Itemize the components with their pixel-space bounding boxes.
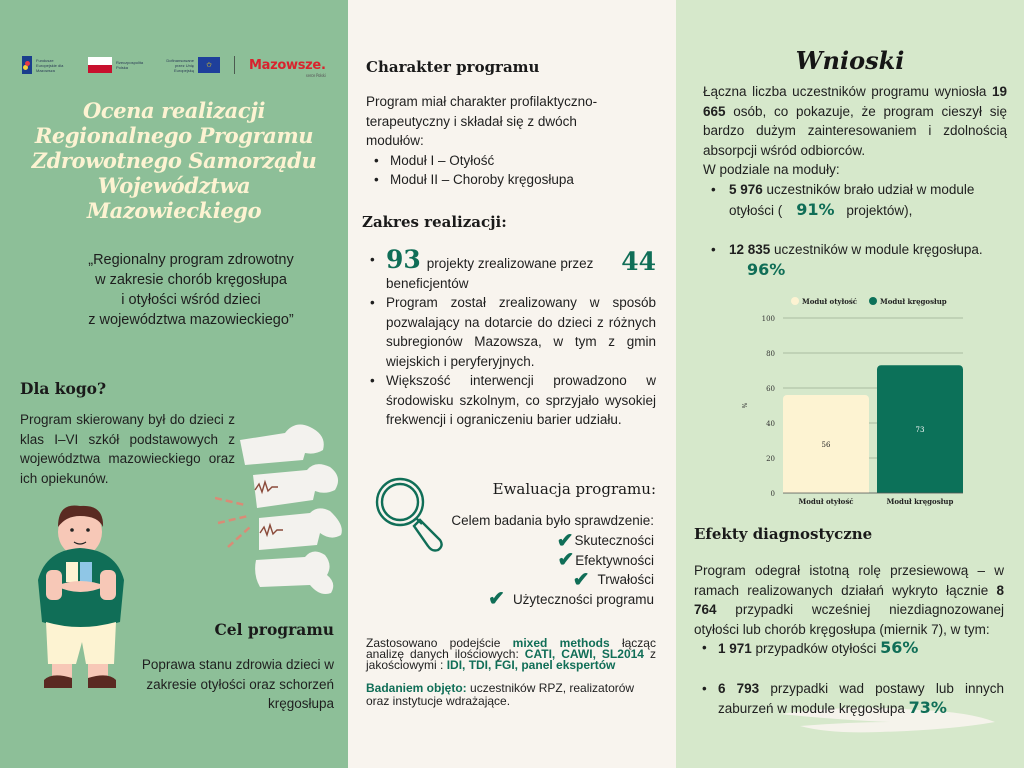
mazowsze-logo: Mazowsze. serce Polski [249, 57, 326, 78]
y-tick-label: 20 [766, 455, 775, 463]
fe-emblem-icon [22, 56, 32, 74]
badaniem-text: Badaniem objęto: uczestników RPZ, realizatorów oraz instytucje wdrażające. [366, 681, 635, 708]
ewaluacja-intro: Celem badania było sprawdzenie: [451, 513, 654, 528]
main-title: Ocena realizacji Regionalnego Programu Zdrowotnego Samorządu Województwa Mazowieckiego [31, 98, 317, 223]
list-item: • Moduł II – Choroby kręgosłupa [366, 170, 656, 190]
bar-base-1 [783, 489, 869, 493]
list-item: ✔ Skuteczności [556, 529, 654, 552]
ewaluacja-list [488, 531, 654, 609]
eu-logo: Dofinansowane przez Unię Europejską ✩ [158, 57, 220, 73]
list-item: • 1 971 przypadków otyłości 56% [694, 638, 1004, 659]
charakter-heading: Charakter programu [366, 58, 540, 76]
child-illustration [28, 502, 133, 692]
efekty-list [694, 638, 1004, 719]
percent-badge: 73% [908, 698, 947, 717]
list-item: • 12 835 uczestników w module kręgosłupa. 96% [703, 240, 1007, 279]
list-item: • 93 projekty zrealizowane przez 44 beneficjentów [366, 250, 656, 293]
efekty-heading: Efekty diagnostyczne [694, 525, 873, 543]
list-item: • Program został zrealizowany w sposób pozwalający na dotarcie do dzieci z różnych subregionów Mazowsza, w tym z gmin wiejskich i peryferyjnych. [366, 293, 656, 371]
percent-badge: 96% [747, 259, 786, 279]
y-tick-label: 100 [761, 315, 775, 323]
list-item: • 5 976 uczestników brało udział w module otyłości ( 91% projektów), [703, 180, 1007, 220]
list-item: ✔ Użyteczności programu [488, 588, 654, 611]
zakres-heading: Zakres realizacji: [362, 213, 507, 231]
logo-divider [234, 56, 235, 74]
y-tick-label: 60 [766, 385, 775, 393]
bar-base-2 [877, 489, 963, 493]
y-tick-label: 80 [766, 350, 775, 358]
total-participants: 19 665 [703, 84, 1007, 119]
data-label: 56 [821, 441, 831, 449]
legend-swatch [869, 297, 877, 305]
legend-label: Moduł kręgosłup [880, 297, 947, 306]
y-tick-label: 0 [770, 490, 775, 498]
checkmark-icon: ✔ [488, 588, 505, 611]
data-label: 73 [915, 426, 925, 435]
list-item: ✔ Trwałości [572, 568, 654, 591]
dla-kogo-heading: Dla kogo? [20, 379, 107, 398]
list-item: • Większość interwencji prowadzono w środowisku szkolnym, co sprzyjało wysokiej frekwencji i ograniczeniu barier udziału. [366, 371, 656, 430]
pl-logo: Rzeczpospolita Polska [88, 57, 142, 73]
fe-logo: Fundusze Europejskie dla Mazowsza [22, 56, 70, 74]
wnioski-text: Łączna liczba uczestników programu wyniosła 19 665 osób, co pokazuje, że program cieszył się bardzo dużym zainteresowaniem i zdolnością absorpcji wśród odbiorców. W podziale na moduły: [703, 84, 1007, 177]
x-tick-label: Moduł otyłość [798, 497, 854, 506]
dla-kogo-text: Program skierowany był do dzieci z klas I–VI szkół podstawowych z województwa mazowieckiego oraz ich opiekunów. [20, 412, 235, 486]
list-item: • 6 793 przypadki wad postawy lub innych zaburzeń w module kręgosłupa 73% [694, 679, 1004, 719]
modules-list [703, 180, 1007, 279]
checkmark-icon: ✔ [557, 549, 575, 572]
total-cases: 8 764 [694, 582, 1004, 617]
y-axis-label: % [742, 402, 749, 409]
list-item: • Moduł I – Otyłość [366, 151, 656, 171]
charakter-text: Program miał charakter profilaktyczno-terapeutyczny i składał się z dwóch modułów: • Moduł I – Otyłość • Moduł II – Choroby kręgosłupa [366, 92, 656, 190]
percent-badge: 56% [880, 638, 919, 657]
funding-logos [22, 54, 326, 76]
legend-label: Moduł otyłość [802, 297, 858, 306]
chart-svg [735, 288, 975, 508]
checkmark-icon: ✔ [572, 568, 590, 591]
list-item: ✔ Efektywności [557, 549, 654, 572]
percent-badge: 91% [796, 199, 835, 219]
eu-flag-icon: ✩ [198, 57, 220, 73]
module-list [366, 151, 656, 190]
magnifier-icon [370, 474, 450, 554]
polish-flag-icon [88, 57, 112, 73]
ewaluacja-heading: Ewaluacja programu: [492, 480, 656, 498]
y-tick-label: 40 [766, 420, 775, 428]
methods-text: Zastosowano podejście mixed methods łącząc analizę danych ilościowych: CATI, CAWI, SL2014 z jakościowymi : IDI, TDI, FGI, panel ekspertów [366, 636, 656, 672]
x-tick-label: Moduł kręgosłup [886, 497, 954, 506]
projects-count: 93 [386, 245, 421, 274]
spine-illustration [215, 415, 350, 600]
zakres-list [366, 245, 656, 430]
module-bar-chart [735, 288, 975, 508]
efekty-text: Program odegrał istotną rolę przesiewową – w ramach realizowanych działań wykryto łącznie 8 764 przypadki wcześniej niezdiagnozowanej otyłości lub chorób kręgosłupa (miernik 7), w tym: [694, 563, 1004, 637]
checkmark-icon: ✔ [556, 529, 574, 552]
beneficiaries-count: 44 [621, 247, 656, 276]
left-panel [0, 0, 348, 768]
legend-swatch [791, 297, 799, 305]
wnioski-heading: Wnioski [795, 46, 905, 75]
program-quote: „Regionalny program zdrowotny w zakresie chorób kręgosłupa i otyłości wśród dzieci z województwa mazowieckiego” [88, 252, 294, 328]
cel-programu-text: Poprawa stanu zdrowia dzieci w zakresie otyłości oraz schorzeń kręgosłupa [141, 657, 334, 711]
cel-programu-heading: Cel programu [214, 620, 334, 639]
